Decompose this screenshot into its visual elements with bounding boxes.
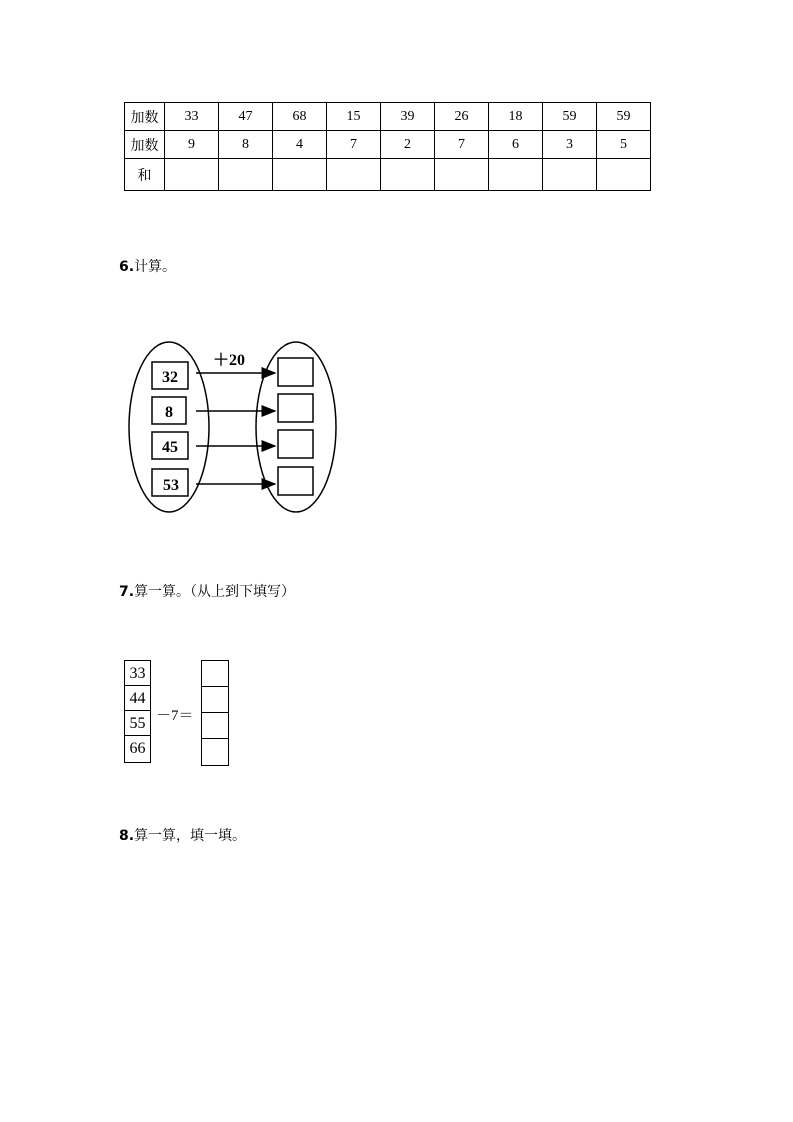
table-cell: 7	[327, 131, 381, 159]
question-text: 计算。	[134, 259, 177, 275]
table-cell: 6	[489, 131, 543, 159]
table-cell: 4	[273, 131, 327, 159]
mapping-diagram	[125, 335, 340, 517]
minuend-cell: 55	[125, 711, 150, 736]
addition-table	[124, 102, 651, 191]
table-cell: 15	[327, 103, 381, 131]
answer-cell[interactable]	[543, 159, 597, 191]
table-row	[125, 159, 651, 191]
table-cell: 8	[219, 131, 273, 159]
table-cell: 7	[435, 131, 489, 159]
table-cell: 68	[273, 103, 327, 131]
row-header: 和	[125, 159, 165, 191]
answer-box[interactable]	[278, 467, 313, 495]
minuend-stack	[124, 660, 151, 763]
table-cell: 18	[489, 103, 543, 131]
question-number: 7.	[119, 584, 135, 600]
input-value: 8	[165, 404, 173, 421]
question-number: 8.	[119, 828, 135, 844]
question-text: 算一算，填一填。	[134, 828, 247, 844]
minuend-cell: 33	[125, 661, 150, 686]
answer-cell[interactable]	[202, 713, 228, 739]
answer-box[interactable]	[278, 394, 313, 422]
table-cell: 26	[435, 103, 489, 131]
operation-label: ＋20	[213, 352, 246, 369]
question-text: 算一算。（从上到下填写）	[134, 584, 296, 600]
input-value: 53	[163, 477, 179, 494]
row-header: 加数	[125, 131, 165, 159]
input-value: 45	[162, 439, 178, 456]
table-cell: 2	[381, 131, 435, 159]
answer-cell[interactable]	[165, 159, 219, 191]
question-6-title	[119, 256, 176, 276]
output-set-ellipse	[256, 342, 336, 512]
table-row	[125, 103, 651, 131]
answer-cell[interactable]	[381, 159, 435, 191]
table-cell: 59	[597, 103, 651, 131]
minuend-cell: 44	[125, 686, 150, 711]
answer-cell[interactable]	[597, 159, 651, 191]
table-cell: 39	[381, 103, 435, 131]
answer-cell[interactable]	[327, 159, 381, 191]
answer-cell[interactable]	[219, 159, 273, 191]
answer-cell[interactable]	[489, 159, 543, 191]
answer-cell[interactable]	[202, 661, 228, 687]
table-row	[125, 131, 651, 159]
question-7-title	[119, 581, 295, 601]
question-number: 6.	[119, 259, 135, 275]
table-cell: 3	[543, 131, 597, 159]
table-cell: 33	[165, 103, 219, 131]
table-cell: 59	[543, 103, 597, 131]
subtraction-operator: －7＝	[156, 708, 194, 724]
table-cell: 47	[219, 103, 273, 131]
answer-box[interactable]	[278, 430, 313, 458]
answer-cell[interactable]	[202, 687, 228, 713]
answer-cell[interactable]	[273, 159, 327, 191]
question-8-title	[119, 825, 246, 845]
row-header: 加数	[125, 103, 165, 131]
answer-box[interactable]	[278, 358, 313, 386]
table-cell: 5	[597, 131, 651, 159]
input-value: 32	[162, 369, 178, 386]
answer-stack	[201, 660, 229, 766]
answer-cell[interactable]	[202, 739, 228, 765]
answer-cell[interactable]	[435, 159, 489, 191]
table-cell: 9	[165, 131, 219, 159]
minuend-cell: 66	[129, 740, 146, 757]
